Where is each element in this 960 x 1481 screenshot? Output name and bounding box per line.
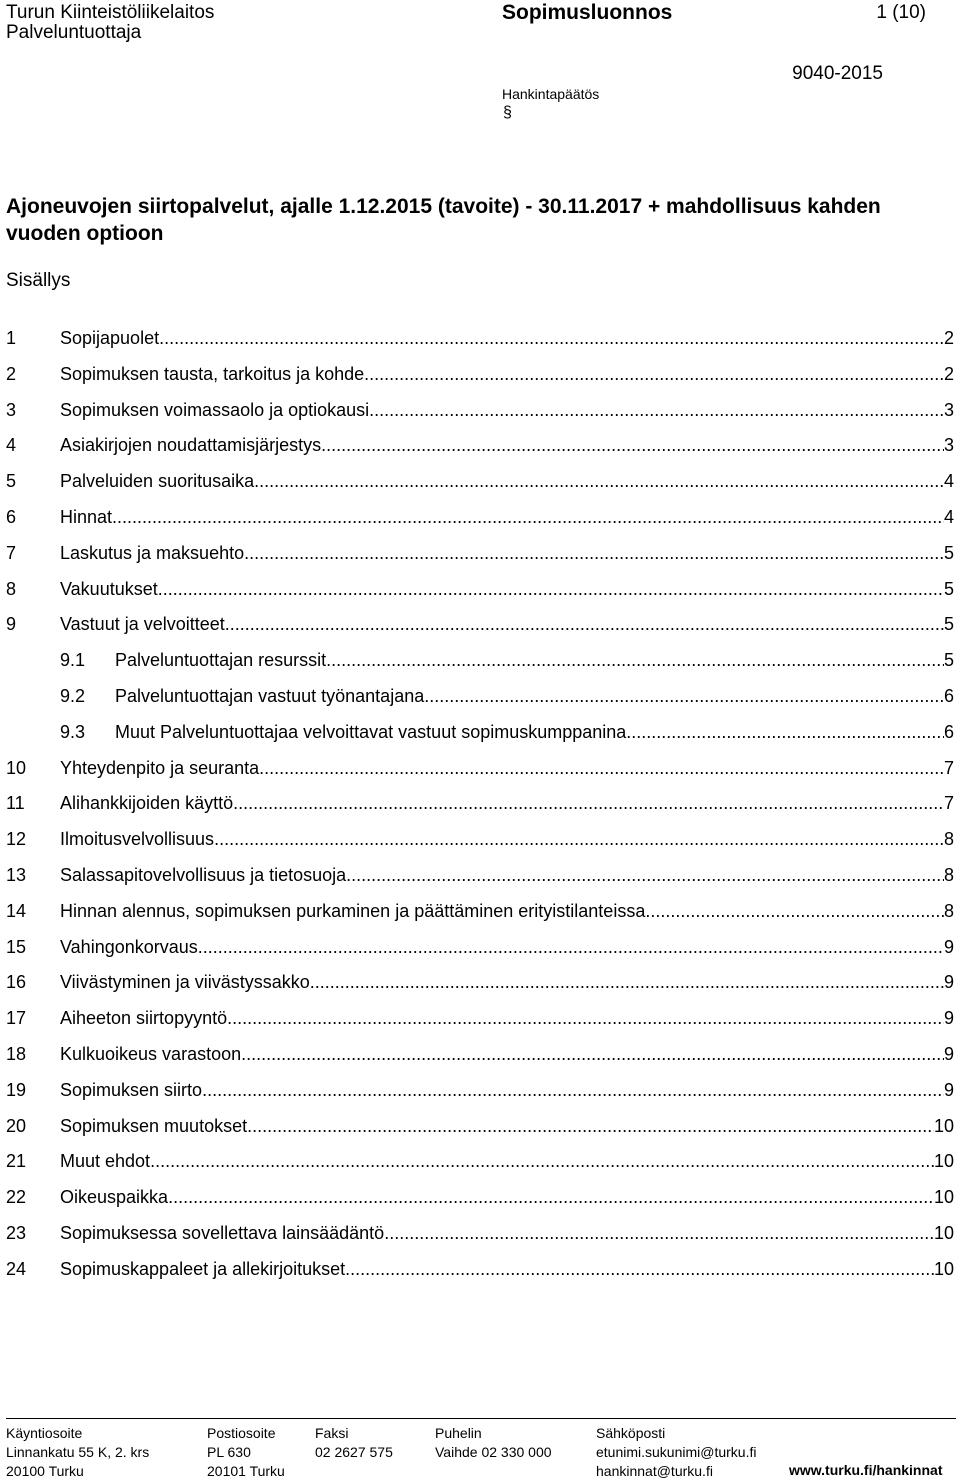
toc-entry[interactable]: [6, 363, 954, 399]
toc-entry[interactable]: [6, 327, 954, 363]
toc-entry[interactable]: [6, 1150, 954, 1186]
toc-entry-page: 4: [943, 471, 954, 492]
toc-entry-label: Oikeuspaikka: [60, 1187, 169, 1208]
toc-entry-number: 19: [6, 1079, 27, 1100]
document-type: Sopimusluonnos: [502, 1, 673, 24]
toc-entry-label: Muut ehdot: [60, 1151, 151, 1172]
table-of-contents: [6, 327, 954, 1294]
toc-entry-number: 9.1: [60, 650, 86, 671]
toc-entry[interactable]: [6, 506, 954, 542]
toc-entry-page: 4: [943, 506, 954, 527]
toc-entry-label: Palveluiden suoritusaika: [60, 471, 255, 492]
footer-email-link[interactable]: etunimi.sukunimi@turku.fi: [596, 1444, 757, 1460]
footer-value: Vaihde 02 330 000: [435, 1444, 552, 1460]
toc-entry[interactable]: [6, 470, 954, 506]
footer-label: Puhelin: [435, 1425, 482, 1441]
toc-entry-page: 10: [933, 1222, 954, 1243]
toc-entry-number: 21: [6, 1151, 27, 1172]
toc-leader-dots: [244, 542, 944, 564]
toc-entry-number: 8: [6, 578, 17, 599]
toc-entry[interactable]: [6, 721, 954, 757]
toc-entry-label: Vakuutukset: [60, 578, 158, 599]
toc-entry-label: Vastuut ja velvoitteet: [60, 614, 225, 635]
toc-entry-page: 2: [943, 363, 954, 384]
organization-name: Turun Kiinteistöliikelaitos: [6, 2, 215, 23]
document-number: 9040-2015: [792, 63, 883, 84]
toc-leader-dots: [225, 613, 944, 635]
footer-email: [596, 1424, 757, 1481]
toc-entry-number: 23: [6, 1222, 27, 1243]
toc-entry-label: Sopimuksen tausta, tarkoitus ja kohde: [60, 363, 365, 384]
toc-entry-label: Alihankkijoiden käyttö: [60, 793, 234, 814]
toc-entry[interactable]: [6, 1043, 954, 1079]
toc-leader-dots: [259, 757, 944, 779]
toc-entry-page: 10: [933, 1151, 954, 1172]
toc-entry-page: 5: [943, 650, 954, 671]
toc-entry-label: Sopijapuolet: [60, 328, 160, 348]
toc-entry[interactable]: [6, 1079, 954, 1115]
toc-entry-page: 8: [943, 829, 954, 850]
footer-value: 20101 Turku: [207, 1463, 285, 1479]
toc-entry-number: 10: [6, 757, 27, 778]
toc-entry-number: 9: [6, 614, 17, 635]
footer-label: Postiosoite: [207, 1425, 276, 1441]
toc-entry-page: 10: [933, 1115, 954, 1136]
footer-phone: [435, 1424, 552, 1462]
footer-label: Käyntiosoite: [6, 1425, 83, 1441]
toc-entry-label: Kulkuoikeus varastoon: [60, 1043, 242, 1064]
toc-entry-page: 2: [943, 328, 954, 348]
toc-leader-dots: [254, 470, 944, 492]
footer-value: 02 2627 575: [315, 1444, 393, 1460]
toc-entry[interactable]: [6, 1007, 954, 1043]
toc-entry-number: 11: [6, 793, 25, 814]
toc-entry-number: 16: [6, 972, 27, 993]
toc-entry-number: 6: [6, 506, 17, 527]
toc-leader-dots: [159, 327, 944, 349]
toc-entry-label: Yhteydenpito ja seuranta: [60, 757, 260, 778]
footer-value: PL 630: [207, 1444, 251, 1460]
toc-leader-dots: [150, 1150, 934, 1172]
toc-entry-label: Palveluntuottajan vastuut työnantajana: [115, 685, 425, 706]
toc-entry-page: 9: [943, 936, 954, 957]
toc-entry-label: Hinnan alennus, sopimuksen purkaminen ja päättäminen erityistilanteissa: [60, 900, 646, 921]
toc-entry[interactable]: [6, 434, 954, 470]
toc-leader-dots: [326, 649, 944, 671]
toc-leader-dots: [645, 900, 944, 922]
toc-entry-number: 15: [6, 936, 27, 957]
toc-leader-dots: [168, 1186, 934, 1208]
toc-entry[interactable]: [6, 792, 954, 828]
toc-entry-page: 9: [943, 1043, 954, 1064]
toc-leader-dots: [198, 936, 944, 958]
toc-entry[interactable]: [6, 649, 954, 685]
toc-entry-label: Sopimuskappaleet ja allekirjoitukset: [60, 1258, 346, 1279]
toc-entry[interactable]: [6, 900, 954, 936]
toc-entry[interactable]: [6, 864, 954, 900]
toc-entry-label: Hinnat: [60, 506, 113, 527]
toc-entry-number: 4: [6, 435, 17, 456]
toc-entry-page: 8: [943, 900, 954, 921]
toc-entry[interactable]: [6, 1115, 954, 1151]
toc-leader-dots: [321, 434, 944, 456]
toc-entry-page: 5: [943, 578, 954, 599]
toc-leader-dots: [369, 399, 944, 421]
toc-entry-label: Sopimuksen siirto: [60, 1079, 203, 1100]
toc-leader-dots: [112, 506, 944, 528]
footer-email-link[interactable]: hankinnat@turku.fi: [596, 1463, 713, 1479]
toc-entry-number: 22: [6, 1187, 27, 1208]
toc-entry-label: Palveluntuottajan resurssit: [115, 650, 327, 671]
toc-leader-dots: [247, 1115, 934, 1137]
toc-entry-label: Laskutus ja maksuehto: [60, 542, 245, 563]
toc-entry-page: 5: [943, 614, 954, 635]
toc-entry[interactable]: [6, 828, 954, 864]
toc-entry-page: 6: [943, 685, 954, 706]
toc-entry-page: 7: [943, 757, 954, 778]
toc-entry-number: 24: [6, 1258, 27, 1279]
toc-entry[interactable]: [6, 971, 954, 1007]
toc-entry[interactable]: [6, 542, 954, 578]
toc-leader-dots: [345, 1258, 934, 1280]
toc-entry-page: 9: [943, 1079, 954, 1100]
footer-website-link[interactable]: www.turku.fi/hankinnat: [789, 1462, 943, 1478]
toc-entry-number: 9.3: [60, 721, 86, 742]
footer-value: Linnankatu 55 K, 2. krs: [6, 1444, 150, 1460]
toc-entry-label: Vahingonkorvaus: [60, 936, 198, 957]
toc-entry-number: 14: [6, 900, 27, 921]
toc-entry-label: Salassapitovelvollisuus ja tietosuoja: [60, 864, 347, 885]
toc-entry-label: Viivästyminen ja viivästyssakko: [60, 972, 310, 993]
toc-entry-label: Sopimuksen muutokset: [60, 1115, 248, 1136]
footer-visit-address: [6, 1424, 149, 1481]
toc-entry-page: 3: [943, 435, 954, 456]
toc-entry[interactable]: [6, 1222, 954, 1258]
toc-entry-page: 8: [943, 864, 954, 885]
page-number: 1 (10): [876, 2, 926, 23]
toc-entry-label: Sopimuksessa sovellettava lainsäädäntö: [60, 1222, 385, 1243]
toc-entry-number: 12: [6, 829, 27, 850]
toc-entry-page: 10: [933, 1187, 954, 1208]
toc-entry[interactable]: [6, 578, 954, 614]
toc-leader-dots: [346, 864, 944, 886]
toc-leader-dots: [364, 363, 944, 385]
toc-entry[interactable]: [6, 936, 954, 972]
toc-entry-number: 18: [6, 1043, 27, 1064]
contents-heading: Sisällys: [6, 270, 71, 291]
toc-entry-page: 7: [943, 793, 954, 814]
footer-fax: [315, 1424, 393, 1462]
footer-value: 20100 Turku: [6, 1463, 84, 1479]
toc-entry-page: 10: [933, 1258, 954, 1279]
toc-entry-label: Sopimuksen voimassaolo ja optiokausi: [60, 399, 370, 420]
toc-entry-page: 6: [943, 721, 954, 742]
footer-label: Sähköposti: [596, 1425, 666, 1441]
toc-entry-number: 5: [6, 471, 17, 492]
organization-role: Palveluntuottaja: [6, 22, 142, 43]
toc-leader-dots: [214, 828, 944, 850]
toc-entry[interactable]: [6, 399, 954, 435]
toc-leader-dots: [424, 685, 944, 707]
toc-entry-page: 5: [943, 542, 954, 563]
toc-entry-label: Ilmoitusvelvollisuus: [60, 829, 215, 850]
section-symbol: §: [503, 104, 512, 121]
document-title: Ajoneuvojen siirtopalvelut, ajalle 1.12.2015 (tavoite) - 30.11.2017 + mahdollisuus kahden vuoden optioon: [6, 195, 881, 245]
toc-entry-label: Muut Palveluntuottajaa velvoittavat vastuut sopimuskumppanina: [115, 721, 627, 742]
footer-label: Faksi: [315, 1425, 349, 1441]
toc-entry-number: 20: [6, 1115, 27, 1136]
toc-entry-number: 2: [6, 363, 17, 384]
toc-leader-dots: [227, 1007, 944, 1029]
toc-leader-dots: [626, 721, 944, 743]
toc-leader-dots: [241, 1043, 944, 1065]
footer-divider: [6, 1418, 956, 1419]
toc-entry[interactable]: [6, 685, 954, 721]
toc-leader-dots: [384, 1222, 934, 1244]
toc-entry[interactable]: [6, 1186, 954, 1222]
toc-entry-number: 3: [6, 399, 17, 420]
decision-label: Hankintapäätös: [502, 86, 600, 102]
toc-entry-page: 9: [943, 972, 954, 993]
toc-entry-number: 1: [6, 328, 17, 348]
toc-entry-label: Asiakirjojen noudattamisjärjestys: [60, 435, 322, 456]
toc-entry[interactable]: [6, 613, 954, 649]
toc-entry[interactable]: [6, 1258, 954, 1294]
toc-leader-dots: [310, 971, 944, 993]
toc-leader-dots: [158, 578, 944, 600]
toc-entry-number: 7: [6, 542, 17, 563]
toc-entry-page: 3: [943, 399, 954, 420]
toc-leader-dots: [233, 792, 944, 814]
toc-entry-number: 9.2: [60, 685, 86, 706]
toc-entry-page: 9: [943, 1008, 954, 1029]
footer-postal-address: [207, 1424, 285, 1481]
toc-leader-dots: [202, 1079, 944, 1101]
toc-entry-label: Aiheeton siirtopyyntö: [60, 1008, 228, 1029]
toc-entry[interactable]: [6, 757, 954, 793]
toc-entry-number: 17: [6, 1008, 27, 1029]
toc-entry-number: 13: [6, 864, 27, 885]
